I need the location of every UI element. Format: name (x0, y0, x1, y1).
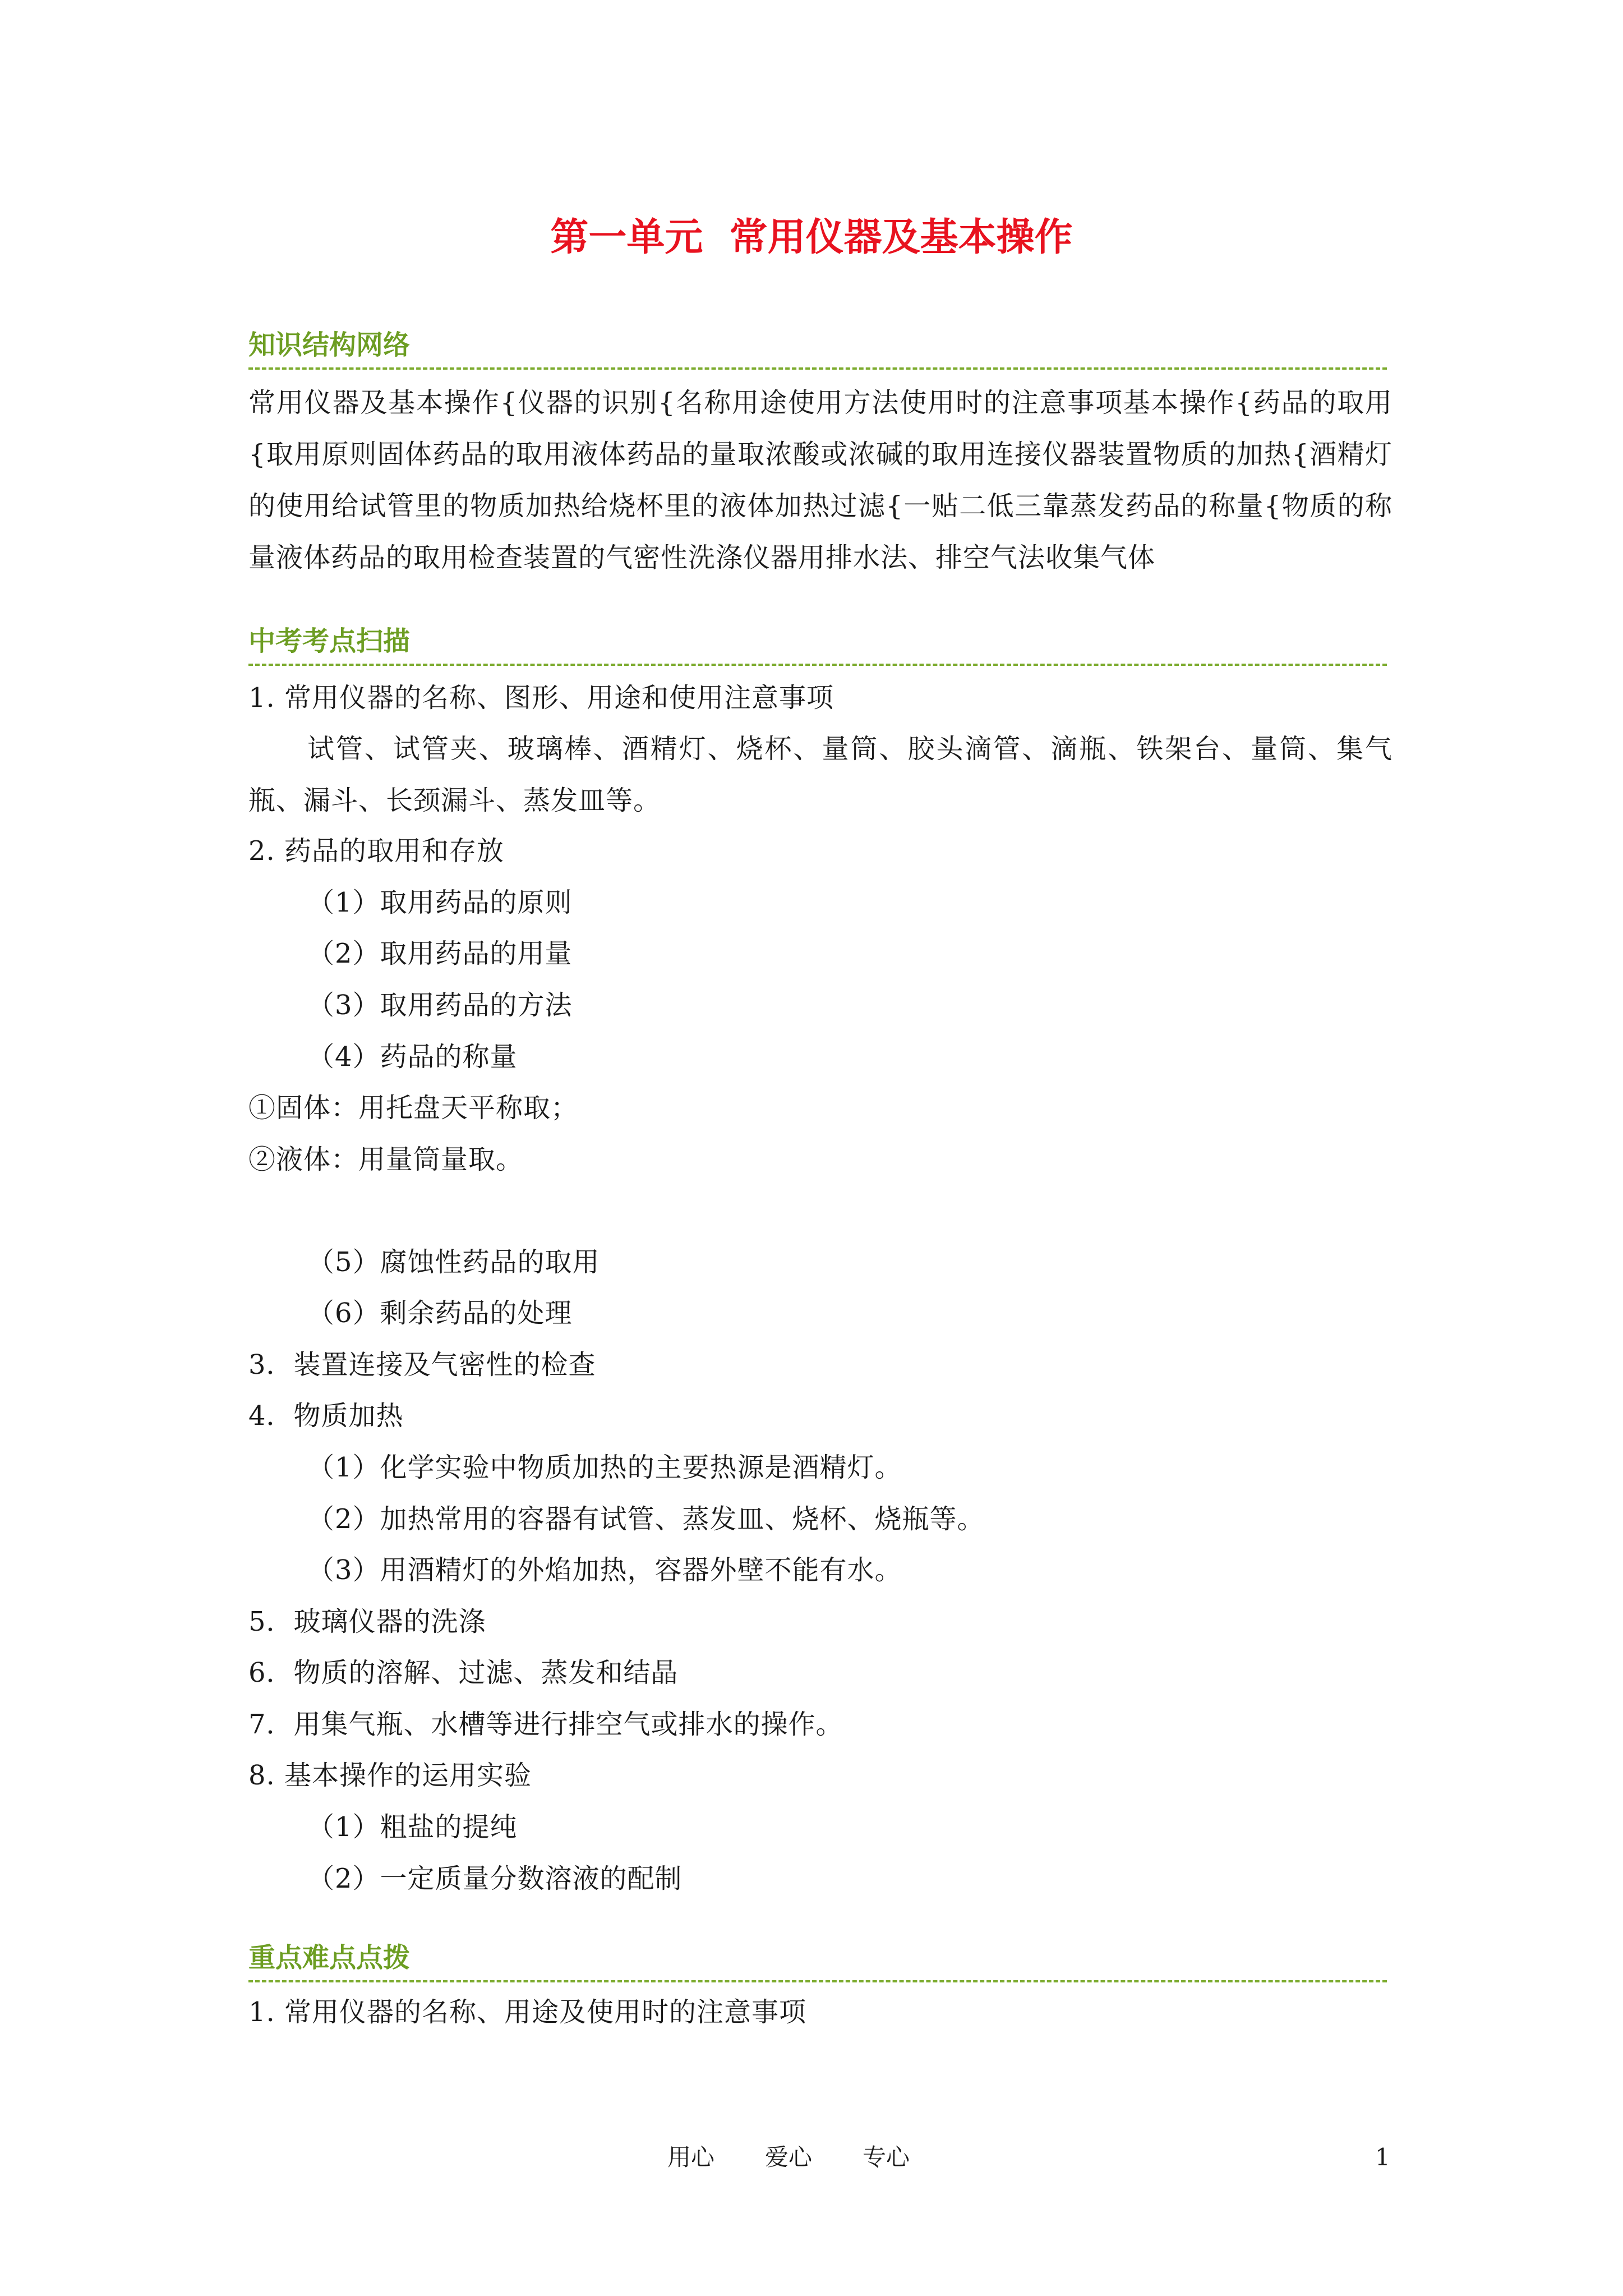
scan-item: 4．物质加热 (248, 1400, 404, 1432)
structure-paragraph: 常用仪器及基本操作{仪器的识别{名称用途使用方法使用时的注意事项基本操作{药品的取用{取用原则固体药品的取用液体药品的量取浓酸或浓碱的取用连接仪器装置物质的加热{酒精灯的使用给试管里的物质加热给烧杯里的液体加热过滤{一贴二低三靠蒸发药品的称量{物质的称量液体药品的取用检查装置的气密性洗涤仪器用排水法、排空气法收集气体 (248, 387, 1393, 573)
scan-subitem: （1）粗盐的提纯 (307, 1811, 518, 1843)
section-heading-scan: 中考考点扫描 (248, 624, 1387, 666)
scan-item: 6．物质的溶解、过滤、蒸发和结晶 (248, 1657, 679, 1688)
scan-item: 3．装置连接及气密性的检查 (248, 1349, 596, 1381)
scan-subitem: （3）取用药品的方法 (307, 990, 573, 1021)
section-heading-structure: 知识结构网络 (248, 328, 1387, 370)
footer-mottos (667, 2142, 910, 2173)
footer-motto: 用心 (667, 2143, 715, 2171)
scan-subitem: （4）药品的称量 (307, 1041, 518, 1073)
key-item: 1. 常用仪器的名称、用途及使用时的注意事项 (248, 1996, 807, 2028)
page-number: 1 (1375, 2143, 1390, 2171)
scan-item: 2. 药品的取用和存放 (248, 835, 505, 867)
scan-subitem: （2）一定质量分数溶液的配制 (307, 1863, 683, 1894)
scan-subitem: （1）取用药品的原则 (307, 887, 573, 918)
footer-motto: 爱心 (765, 2143, 813, 2171)
scan-item: 1. 常用仪器的名称、图形、用途和使用注意事项 (248, 682, 834, 714)
scan-subitem: （2）取用药品的用量 (307, 938, 573, 969)
scan-item-instruments: 试管、试管夹、玻璃棒、酒精灯、烧杯、量筒、胶头滴管、滴瓶、铁架台、量筒、集气瓶、漏斗、长颈漏斗、蒸发皿等。 (248, 733, 1393, 816)
page-title: 第一单元 常用仪器及基本操作 (550, 215, 1073, 260)
scan-subitem: （2）加热常用的容器有试管、蒸发皿、烧杯、烧瓶等。 (307, 1503, 985, 1535)
scan-item: 5．玻璃仪器的洗涤 (248, 1606, 486, 1637)
scan-subitem: （3）用酒精灯的外焰加热，容器外壁不能有水。 (307, 1554, 902, 1586)
scan-subitem: （5）腐蚀性药品的取用 (307, 1246, 600, 1278)
scan-subitem: （6）剩余药品的处理 (307, 1297, 573, 1329)
scan-subitem: ①固体：用托盘天平称取； (248, 1092, 579, 1124)
scan-subitem: （1）化学实验中物质加热的主要热源是酒精灯。 (307, 1452, 902, 1483)
scan-item: 7．用集气瓶、水槽等进行排空气或排水的操作。 (248, 1709, 843, 1740)
scan-item: 8. 基本操作的运用实验 (248, 1760, 532, 1791)
scan-subitem: ②液体：用量筒量取。 (248, 1144, 524, 1175)
section-heading-key: 重点难点点拨 (248, 1941, 1387, 1982)
footer-motto: 专心 (863, 2143, 910, 2171)
